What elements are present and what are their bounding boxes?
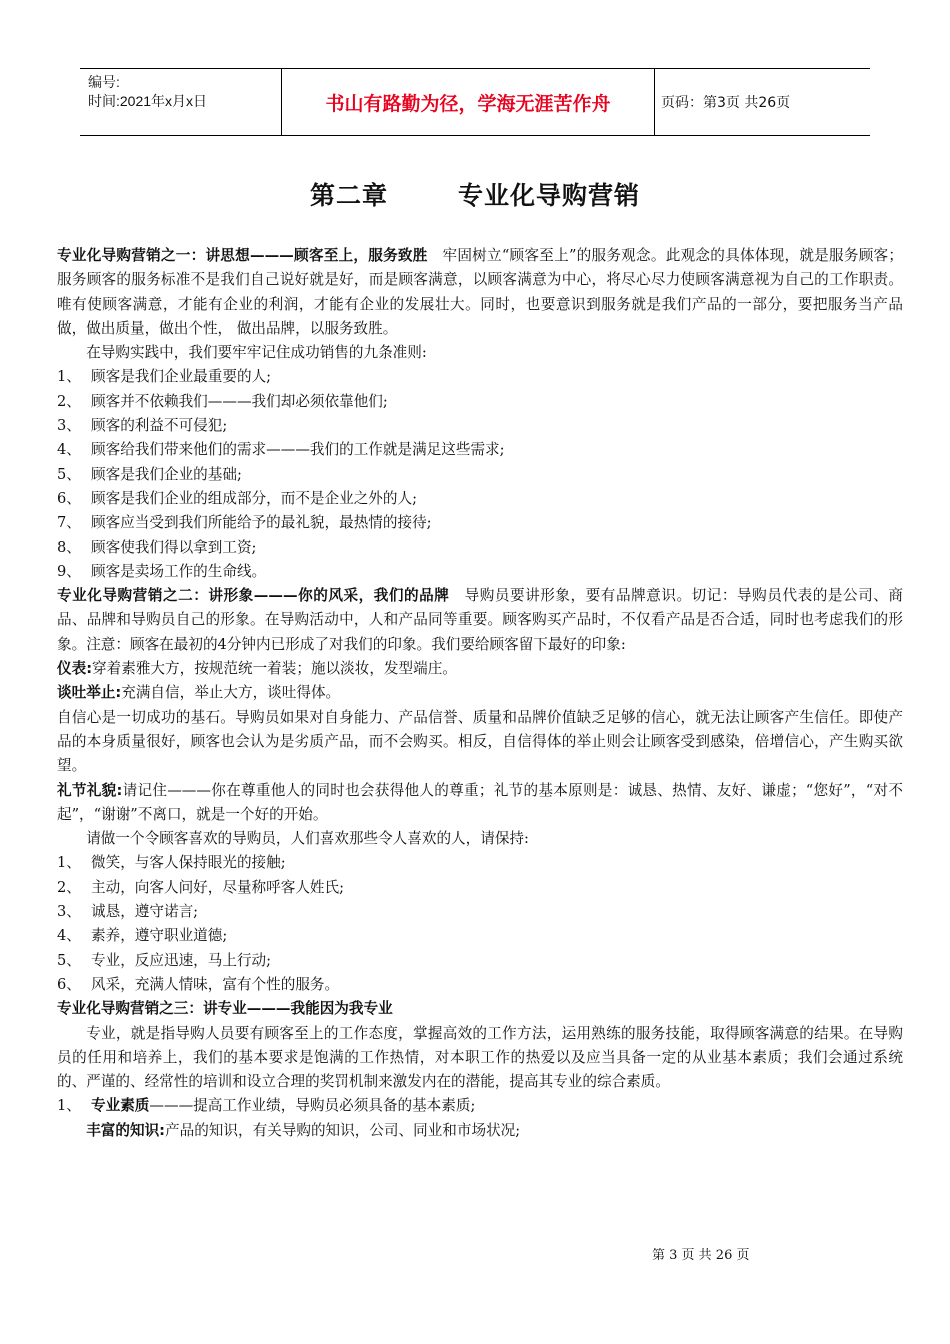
manner-label: 谈吐举止:	[57, 684, 122, 702]
etiquette-label: 礼节礼貌:	[57, 781, 123, 799]
list-item: 3、 诚恳，遵守诺言;	[57, 903, 199, 921]
document-body	[57, 244, 903, 1143]
list-item: 4、 素养，遵守职业道德;	[57, 927, 228, 945]
professional-quality-text: ———提高工作业绩，导购员必须具备的基本素质;	[149, 1097, 476, 1115]
manner-text: 充满自信，举止大方，谈吐得体。	[121, 684, 341, 702]
list-item: 3、 顾客的利益不可侵犯;	[57, 417, 228, 435]
section-3-heading: 专业化导购营销之三：讲专业———我能因为我专业	[57, 1000, 393, 1018]
etiquette-text: 请记住———你在尊重他人的同时也会获得他人的尊重；礼节的基本原则是：诚恳、热情、友好、谦虚；“您好”，“对不起”，“谢谢”不离口，就是一个好的开始。	[57, 781, 903, 823]
professional-quality-label: 专业素质	[91, 1097, 150, 1115]
etiquette-paragraph	[57, 779, 903, 828]
section-3-text: 专业，就是指导购人员要有顾客至上的工作态度，掌握高效的工作方法，运用熟练的服务技能，取得顾客满意的结果。在导购员的任用和培养上，我们的基本要求是饱满的工作热情，对本职工作的热爱以及应当具备一定的从业基本素质；我们会通过系统的、严谨的、经常性的培训和设立合理的奖罚机制来激发内在的潜能，提高其专业的综合素质。	[57, 1024, 903, 1091]
header-motto: 书山有路勤为径，学海无涯苦作舟	[281, 69, 655, 135]
likable-list	[57, 851, 903, 997]
time-label: 时间:2021年x月x日	[88, 93, 208, 109]
list-item: 6、 顾客是我们企业的组成部分，而不是企业之外的人;	[57, 489, 417, 507]
list-item: 1、 顾客是我们企业最重要的人;	[57, 368, 272, 386]
knowledge-text: 产品的知识，有关导购的知识，公司、同业和市场状况;	[165, 1121, 521, 1139]
chapter-number: 第二章	[309, 181, 388, 210]
list-item: 2、 顾客并不依赖我们———我们却必须依靠他们;	[57, 392, 388, 410]
page-header	[80, 68, 870, 136]
list-item: 7、 顾客应当受到我们所能给予的最礼貌，最热情的接待;	[57, 514, 432, 532]
list-item: 1、 微笑，与客人保持眼光的接触;	[57, 854, 286, 872]
section-2-text: 导购员要讲形象，要有品牌意识。切记：导购员代表的是公司、商品、品牌和导购员自己的形象。在导购活动中，人和产品同等重要。顾客购买产品时，不仅看产品是否合适，同时也考虑我们的形象。注意：顾客在最初的4分钟内已形成了对我们的印象。我们要给顾客留下最好的印象:	[57, 587, 903, 653]
chapter-title	[0, 176, 950, 212]
professional-quality-item: 1、 专业素质———提高工作业绩，导购员必须具备的基本素质;	[57, 1097, 476, 1115]
header-meta	[80, 69, 281, 135]
list-item: 5、 专业，反应迅速，马上行动;	[57, 951, 272, 969]
list-item: 4、 顾客给我们带来他们的需求———我们的工作就是满足这些需求;	[57, 441, 505, 459]
section-2-heading: 专业化导购营销之二：讲形象———你的风采，我们的品牌	[57, 587, 450, 605]
knowledge-paragraph	[57, 1119, 903, 1143]
list-item: 8、 顾客使我们得以拿到工资;	[57, 538, 257, 556]
serial-label: 编号:	[88, 74, 120, 90]
likable-intro: 请做一个令顾客喜欢的导购员，人们喜欢那些令人喜欢的人，请保持:	[86, 830, 529, 848]
appearance-label: 仪表:	[57, 660, 93, 678]
header-page-info: 页码：第3页 共26页	[661, 95, 791, 111]
list-item: 5、 顾客是我们企业的基础;	[57, 465, 242, 483]
section-2-paragraph	[57, 584, 903, 657]
rules-list	[57, 365, 903, 584]
list-item: 6、 风采，充满人情味，富有个性的服务。	[57, 975, 340, 993]
section-1-paragraph	[57, 244, 903, 341]
manner-paragraph	[57, 681, 903, 705]
page-footer: 第 3 页 共 26 页	[652, 1248, 750, 1263]
knowledge-label: 丰富的知识:	[86, 1121, 165, 1139]
list-item: 9、 顾客是卖场工作的生命线。	[57, 562, 267, 580]
rules-intro: 在导购实践中，我们要牢牢记住成功销售的九条准则:	[86, 344, 427, 362]
chapter-name: 专业化导购营销	[458, 181, 641, 210]
list-item: 2、 主动，向客人问好，尽量称呼客人姓氏;	[57, 878, 345, 896]
section-1-text: 牢固树立“顾客至上”的服务观念。此观念的具体体现，就是服务顾客；服务顾客的服务标准不是我们自己说好就是好，而是顾客满意，以顾客满意为中心，将尽心尽力使顾客满意视为自己的工作职责。唯有使顾客满意，才能有企业的利润，才能有企业的发展壮大。同时，也要意识到服务就是我们产品的一部分，要把服务当产品做，做出质量，做出个性， 做出品牌，以服务致胜。	[57, 247, 903, 337]
section-1-heading: 专业化导购营销之一：讲思想———顾客至上，服务致胜	[57, 247, 428, 264]
appearance-paragraph	[57, 657, 903, 681]
appearance-text: 穿着素雅大方，按规范统一着装；施以淡妆，发型端庄。	[92, 660, 457, 678]
confidence-paragraph: 自信心是一切成功的基石。导购员如果对自身能力、产品信誉、质量和品牌价值缺乏足够的信心，就无法让顾客产生信任。即使产品的本身质量很好，顾客也会认为是劣质产品，而不会购买。相反，自信得体的举止则会让顾客受到感染，倍增信心，产生购买欲望。	[57, 708, 903, 775]
